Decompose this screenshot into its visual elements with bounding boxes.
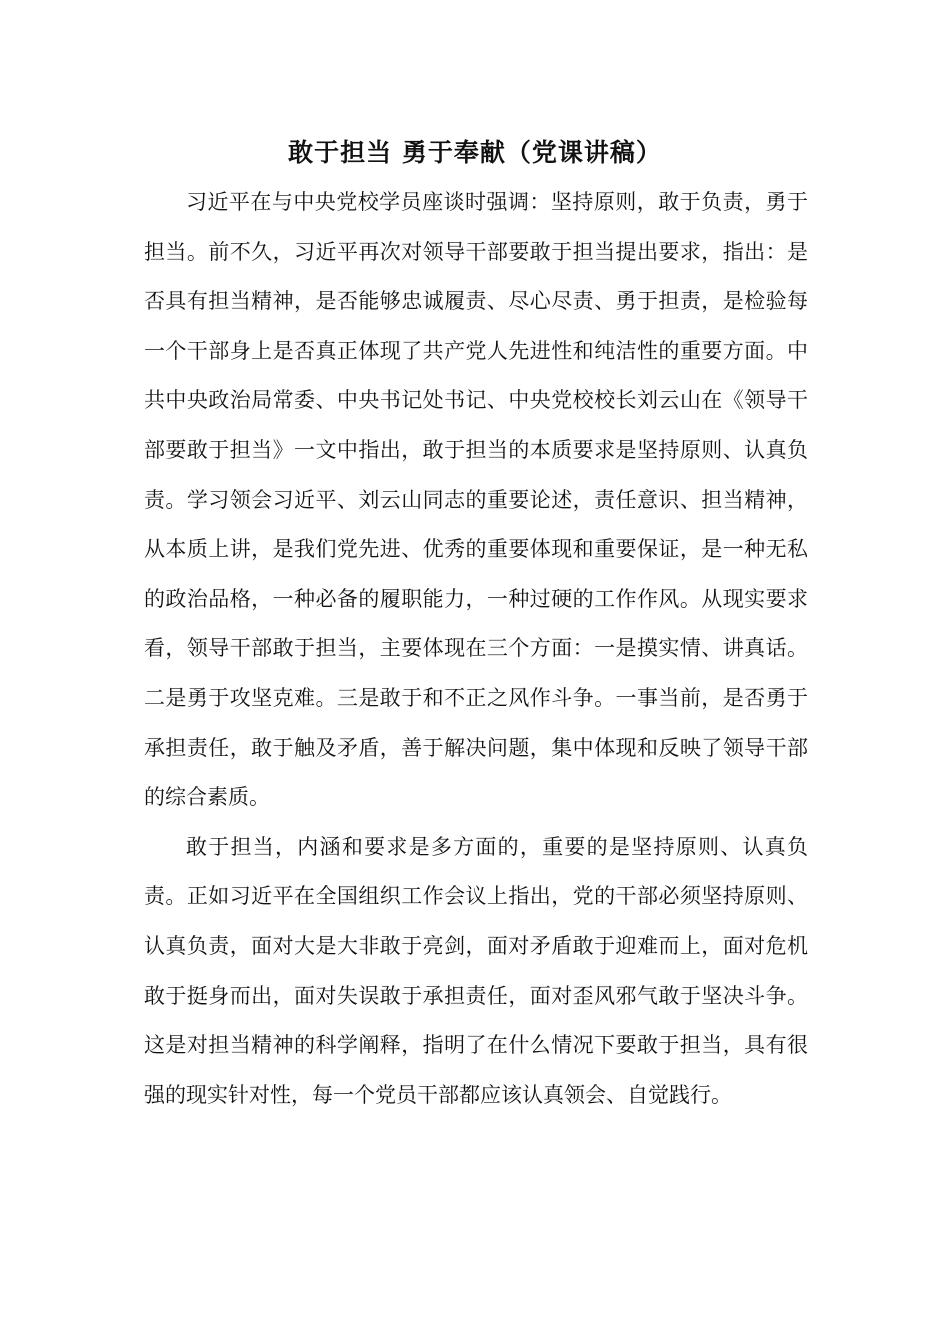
document-title: 敢于担当 勇于奉献（党课讲稿）: [288, 138, 662, 167]
document-body: [144, 178, 808, 1120]
paragraph-1: 习近平在与中央党校学员座谈时强调：坚持原则，敢于负责，勇于担当。前不久，习近平再次对领导干部要敢于担当提出要求，指出：是否具有担当精神，是否能够忠诚履责、尽心尽责、勇于担责，是检验每一个干部身上是否真正体现了共产党人先进性和纯洁性的重要方面。中共中央政治局常委、中央书记处书记、中央党校校长刘云山在《领导干部要敢于担当》一文中指出，敢于担当的本质要求是坚持原则、认真负责。学习领会习近平、刘云山同志的重要论述，责任意识、担当精神，从本质上讲，是我们党先进、优秀的重要体现和重要保证，是一种无私的政治品格，一种必备的履职能力，一种过硬的工作作风。从现实要求看，领导干部敢于担当，主要体现在三个方面：一是摸实情、讲真话。二是勇于攻坚克难。三是敢于和不正之风作斗争。一事当前，是否勇于承担责任，敢于触及矛盾，善于解决问题，集中体现和反映了领导干部的综合素质。: [144, 190, 808, 810]
paragraph-2: 敢于担当，内涵和要求是多方面的，重要的是坚持原则、认真负责。正如习近平在全国组织工作会议上指出，党的干部必须坚持原则、认真负责，面对大是大非敢于亮剑，面对矛盾敢于迎难而上，面对危机敢于挺身而出，面对失误敢于承担责任，面对歪风邪气敢于坚决斗争。这是对担当精神的科学阐释，指明了在什么情况下要敢于担当，具有很强的现实针对性，每一个党员干部都应该认真领会、自觉践行。: [144, 834, 808, 1107]
